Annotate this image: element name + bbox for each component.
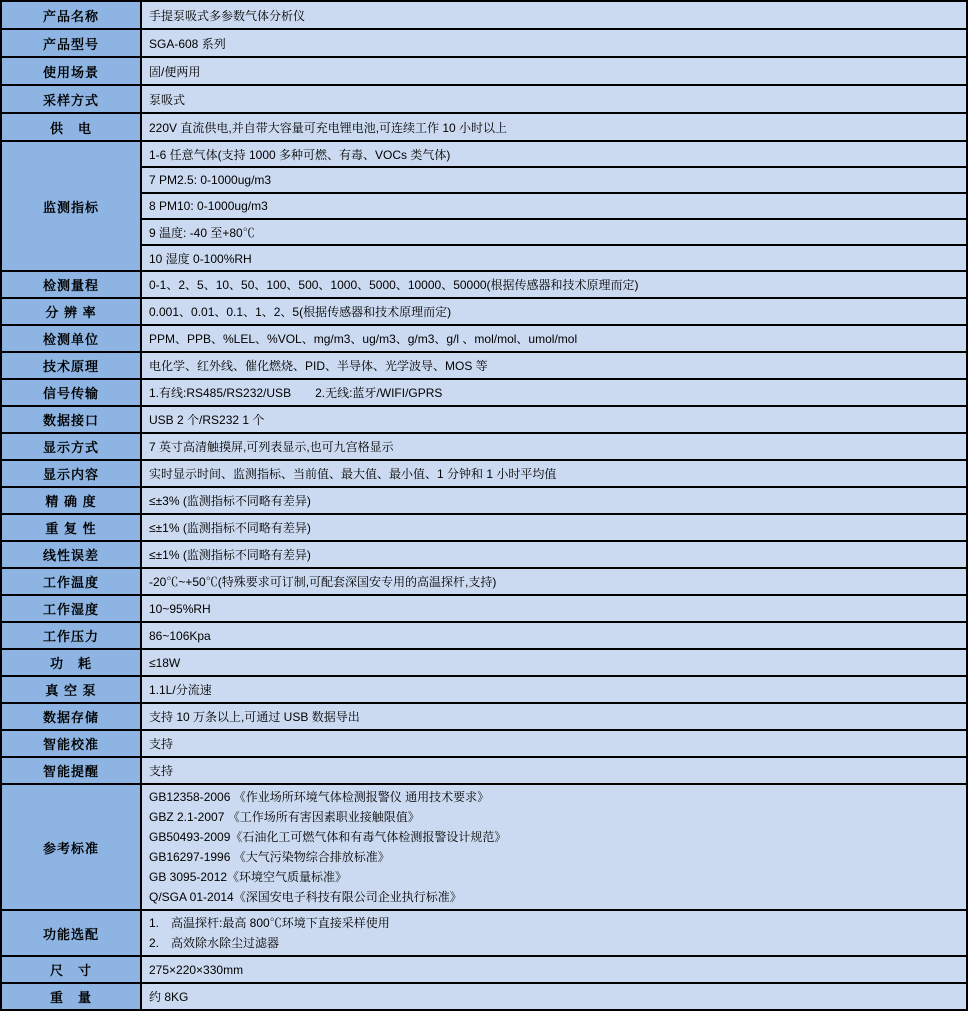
table-row [1, 113, 967, 141]
table-row [1, 595, 967, 622]
table-row [1, 433, 967, 460]
table-row [1, 406, 967, 433]
value-data-storage: 支持 10 万条以上,可通过 USB 数据导出 [141, 703, 967, 730]
table-row [1, 193, 967, 219]
table-row [1, 910, 967, 956]
label-weight: 重 量 [1, 983, 141, 1010]
table-row [1, 622, 967, 649]
value-monitoring-indicator-3: 8 PM10: 0-1000ug/m3 [141, 193, 967, 219]
label-detection-unit: 检测单位 [1, 325, 141, 352]
reference-standard-line: GBZ 2.1-2007 《工作场所有害因素职业接触限值》 [149, 810, 420, 824]
table-row [1, 245, 967, 271]
table-row [1, 757, 967, 784]
value-monitoring-indicator-1: 1-6 任意气体(支持 1000 多种可燃、有毒、VOCs 类气体) [141, 141, 967, 167]
value-sampling-method: 泵吸式 [141, 85, 967, 113]
label-repeatability: 重 复 性 [1, 514, 141, 541]
table-row [1, 167, 967, 193]
value-optional-features [141, 910, 967, 956]
table-row [1, 379, 967, 406]
table-row [1, 487, 967, 514]
table-row [1, 541, 967, 568]
table-row [1, 271, 967, 298]
label-product-model: 产品型号 [1, 29, 141, 57]
label-optional-features: 功能选配 [1, 910, 141, 956]
value-linearity-error: ≤±1% (监测指标不同略有差异) [141, 541, 967, 568]
value-working-pressure: 86~106Kpa [141, 622, 967, 649]
value-usage-scenario: 固/便两用 [141, 57, 967, 85]
label-reference-standards: 参考标准 [1, 784, 141, 910]
table-row [1, 956, 967, 983]
table-row [1, 703, 967, 730]
table-row [1, 1, 967, 29]
value-resolution: 0.001、0.01、0.1、1、2、5(根据传感器和技术原理而定) [141, 298, 967, 325]
table-row [1, 460, 967, 487]
value-vacuum-pump: 1.1L/分流速 [141, 676, 967, 703]
value-detection-unit: PPM、PPB、%LEL、%VOL、mg/m3、ug/m3、g/m3、g/l 、mol/mol、umol/mol [141, 325, 967, 352]
label-signal-transmission: 信号传输 [1, 379, 141, 406]
value-smart-reminder: 支持 [141, 757, 967, 784]
label-resolution: 分 辨 率 [1, 298, 141, 325]
reference-standard-line: GB12358-2006 《作业场所环境气体检测报警仪 通用技术要求》 [149, 790, 490, 804]
value-data-interface: USB 2 个/RS232 1 个 [141, 406, 967, 433]
label-working-temperature: 工作温度 [1, 568, 141, 595]
reference-standard-line: GB 3095-2012《环境空气质量标准》 [149, 870, 348, 884]
value-weight: 约 8KG [141, 983, 967, 1010]
optional-feature-line: 2. 高效除水除尘过滤器 [149, 936, 280, 950]
value-display-mode: 7 英寸高清触摸屏,可列表显示,也可九宫格显示 [141, 433, 967, 460]
table-row [1, 219, 967, 245]
label-smart-reminder: 智能提醒 [1, 757, 141, 784]
value-product-name: 手提泵吸式多参数气体分析仪 [141, 1, 967, 29]
label-monitoring-indicators: 监测指标 [1, 141, 141, 271]
label-working-humidity: 工作湿度 [1, 595, 141, 622]
value-working-temperature: -20℃~+50℃(特殊要求可订制,可配套深国安专用的高温探杆,支持) [141, 568, 967, 595]
reference-standard-line: GB50493-2009《石油化工可燃气体和有毒气体检测报警设计规范》 [149, 830, 507, 844]
label-sampling-method: 采样方式 [1, 85, 141, 113]
label-technical-principle: 技术原理 [1, 352, 141, 379]
table-row [1, 352, 967, 379]
table-row [1, 298, 967, 325]
reference-standard-line: Q/SGA 01-2014《深国安电子科技有限公司企业执行标准》 [149, 890, 462, 904]
label-linearity-error: 线性误差 [1, 541, 141, 568]
value-detection-range: 0-1、2、5、10、50、100、500、1000、5000、10000、50000(根据传感器和技术原理而定) [141, 271, 967, 298]
table-row [1, 784, 967, 910]
label-display-mode: 显示方式 [1, 433, 141, 460]
value-power-supply: 220V 直流供电,并自带大容量可充电锂电池,可连续工作 10 小时以上 [141, 113, 967, 141]
optional-feature-line: 1. 高温探杆:最高 800℃环境下直接采样使用 [149, 916, 390, 930]
value-monitoring-indicator-2: 7 PM2.5: 0-1000ug/m3 [141, 167, 967, 193]
table-row [1, 983, 967, 1010]
table-row [1, 649, 967, 676]
label-display-content: 显示内容 [1, 460, 141, 487]
value-dimensions: 275×220×330mm [141, 956, 967, 983]
value-smart-calibration: 支持 [141, 730, 967, 757]
label-smart-calibration: 智能校准 [1, 730, 141, 757]
table-row [1, 514, 967, 541]
value-accuracy: ≤±3% (监测指标不同略有差异) [141, 487, 967, 514]
label-power-supply: 供 电 [1, 113, 141, 141]
label-data-interface: 数据接口 [1, 406, 141, 433]
table-row [1, 676, 967, 703]
table-row [1, 85, 967, 113]
label-usage-scenario: 使用场景 [1, 57, 141, 85]
reference-standard-line: GB16297-1996 《大气污染物综合排放标准》 [149, 850, 390, 864]
label-power-consumption: 功 耗 [1, 649, 141, 676]
table-row [1, 29, 967, 57]
table-row [1, 568, 967, 595]
value-monitoring-indicator-4: 9 温度: -40 至+80℃ [141, 219, 967, 245]
label-vacuum-pump: 真 空 泵 [1, 676, 141, 703]
table-row [1, 325, 967, 352]
label-product-name: 产品名称 [1, 1, 141, 29]
label-data-storage: 数据存储 [1, 703, 141, 730]
value-working-humidity: 10~95%RH [141, 595, 967, 622]
value-signal-transmission: 1.有线:RS485/RS232/USB 2.无线:蓝牙/WIFI/GPRS [141, 379, 967, 406]
label-dimensions: 尺 寸 [1, 956, 141, 983]
value-monitoring-indicator-5: 10 湿度 0-100%RH [141, 245, 967, 271]
value-repeatability: ≤±1% (监测指标不同略有差异) [141, 514, 967, 541]
table-row [1, 141, 967, 167]
value-product-model: SGA-608 系列 [141, 29, 967, 57]
label-detection-range: 检测量程 [1, 271, 141, 298]
label-accuracy: 精 确 度 [1, 487, 141, 514]
label-working-pressure: 工作压力 [1, 622, 141, 649]
table-row [1, 57, 967, 85]
value-power-consumption: ≤18W [141, 649, 967, 676]
value-technical-principle: 电化学、红外线、催化燃烧、PID、半导体、光学波导、MOS 等 [141, 352, 967, 379]
value-display-content: 实时显示时间、监测指标、当前值、最大值、最小值、1 分钟和 1 小时平均值 [141, 460, 967, 487]
table-row [1, 730, 967, 757]
value-reference-standards [141, 784, 967, 910]
